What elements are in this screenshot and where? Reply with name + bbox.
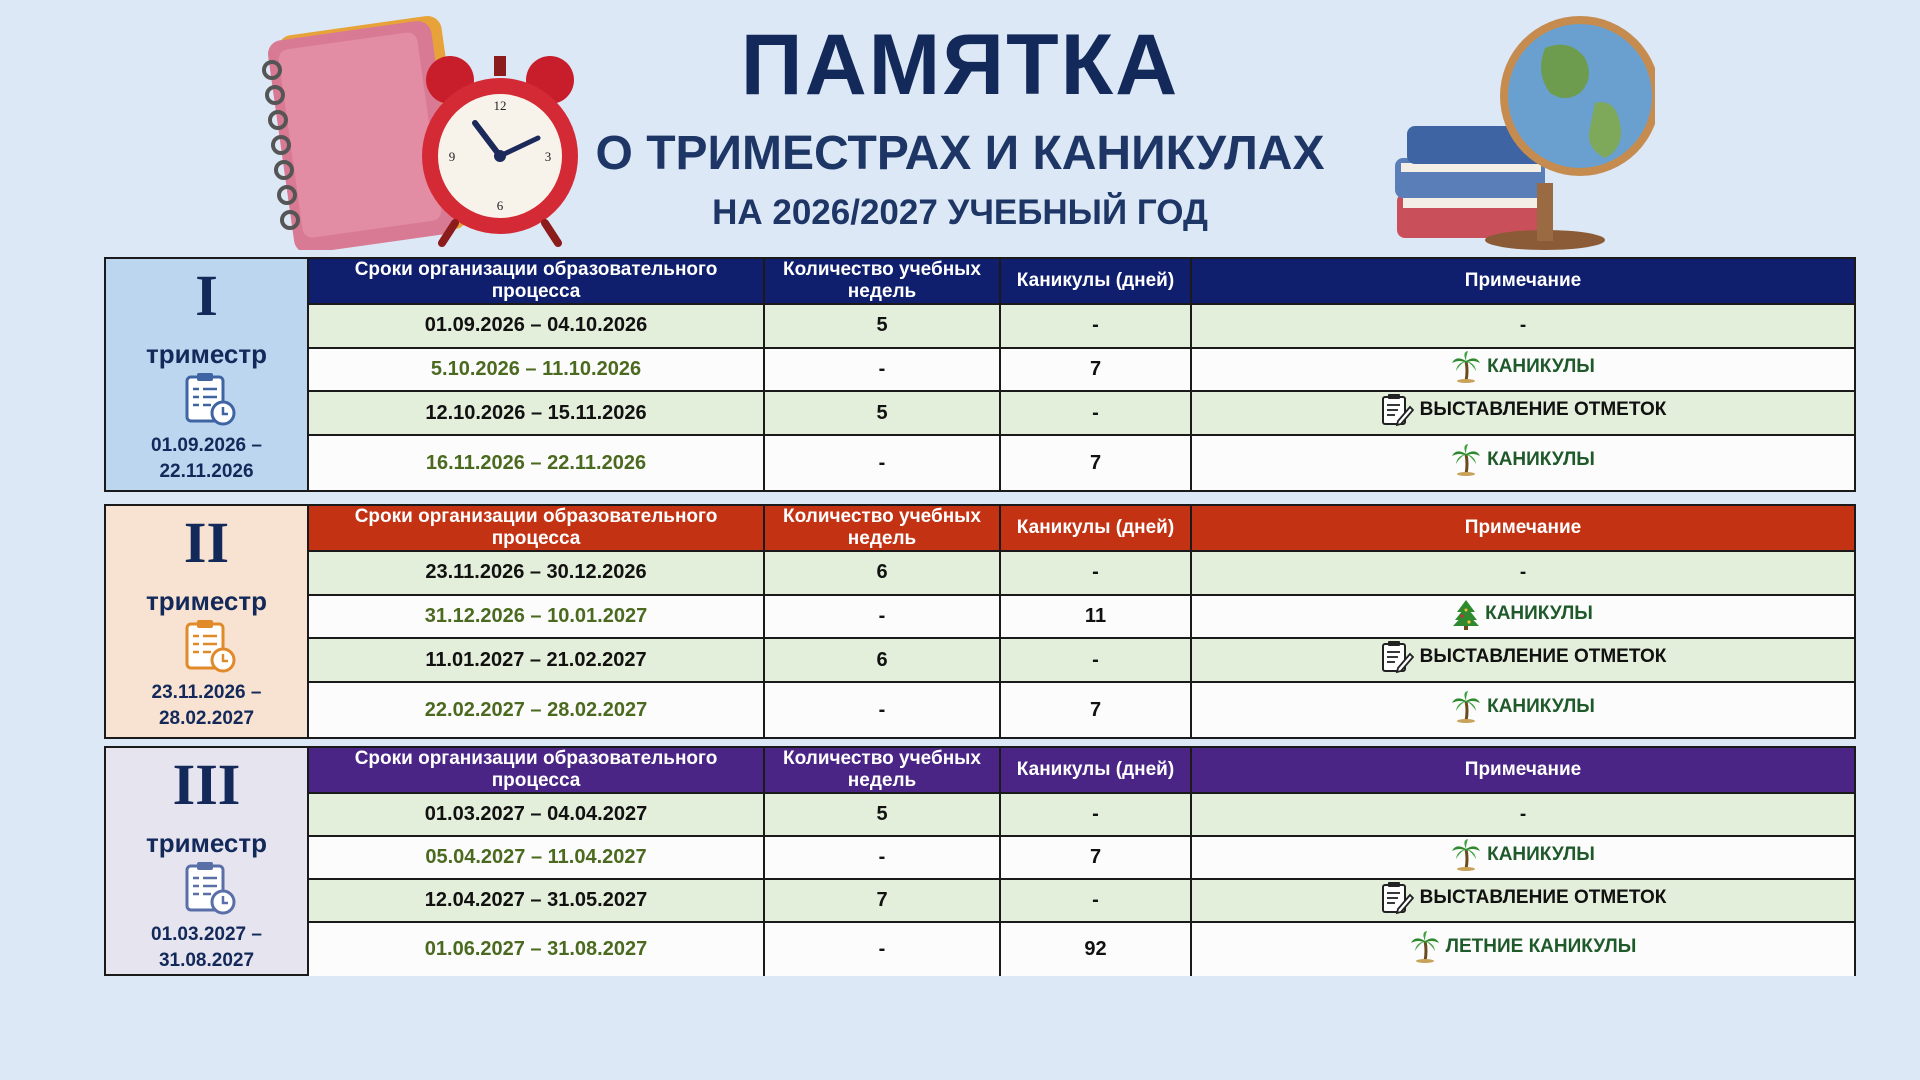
header	[0, 0, 1920, 250]
cell-note	[1191, 348, 1854, 392]
note-text: -	[1519, 562, 1527, 584]
note-text: ВЫСТАВЛЕНИЕ ОТМЕТОК	[1419, 886, 1667, 908]
palm-icon	[1451, 691, 1481, 723]
clipboard-clock-icon	[181, 618, 237, 674]
cell-range: 31.12.2026 – 10.01.2027	[309, 595, 764, 639]
cell-range: 05.04.2027 – 11.04.2027	[309, 836, 764, 879]
schedule-table	[309, 748, 1854, 976]
col-header-range: Сроки организации образовательного процесса	[309, 506, 764, 551]
cell-range: 16.11.2026 – 22.11.2026	[309, 435, 764, 490]
cell-note	[1191, 879, 1854, 922]
trimester-number: III	[172, 752, 241, 817]
table-row	[309, 348, 1854, 392]
cell-days: -	[1000, 879, 1191, 922]
trimester-label: триместр	[145, 586, 268, 616]
note-text: КАНИКУЛЫ	[1487, 843, 1595, 865]
note-text: КАНИКУЛЫ	[1487, 355, 1595, 377]
note-content	[1380, 640, 1667, 674]
col-header-weeks: Количество учебных недель	[764, 259, 1000, 304]
cell-note	[1191, 551, 1854, 595]
svg-text:6: 6	[496, 198, 504, 213]
note-content	[1451, 444, 1595, 476]
col-header-holidays: Каникулы (дней)	[1000, 259, 1191, 304]
cell-weeks: -	[764, 682, 1000, 737]
notepad-icon	[1380, 881, 1414, 915]
cell-note	[1191, 304, 1854, 348]
note-content	[1451, 351, 1595, 383]
period-start: 23.11.2026 –	[151, 682, 262, 703]
note-text: ЛЕТНИЕ КАНИКУЛЫ	[1445, 935, 1637, 957]
table-row	[309, 391, 1854, 435]
col-header-range: Сроки организации образовательного процесса	[309, 748, 764, 793]
cell-range: 01.09.2026 – 04.10.2026	[309, 304, 764, 348]
palm-icon	[1451, 444, 1481, 476]
note-content	[1453, 598, 1593, 630]
cell-days: 7	[1000, 836, 1191, 879]
period-end: 22.11.2026	[159, 461, 254, 482]
cell-range: 01.06.2027 – 31.08.2027	[309, 922, 764, 976]
cell-range: 01.03.2027 – 04.04.2027	[309, 793, 764, 836]
cell-note	[1191, 793, 1854, 836]
note-text: ВЫСТАВЛЕНИЕ ОТМЕТОК	[1419, 646, 1667, 668]
cell-range: 12.10.2026 – 15.11.2026	[309, 391, 764, 435]
cell-note	[1191, 595, 1854, 639]
table-row	[309, 304, 1854, 348]
note-text: ВЫСТАВЛЕНИЕ ОТМЕТОК	[1419, 399, 1667, 421]
academic-year: НА 2026/2027 УЧЕБНЫЙ ГОД	[712, 193, 1208, 232]
trimester-period	[106, 922, 307, 974]
trimester-block-1	[104, 257, 1856, 492]
trimester-number: I	[195, 263, 218, 328]
cell-weeks: 6	[764, 638, 1000, 682]
note-text: -	[1519, 315, 1527, 337]
svg-text:12: 12	[493, 98, 507, 113]
note-content	[1451, 691, 1595, 723]
cell-days: -	[1000, 391, 1191, 435]
cell-weeks: 5	[764, 304, 1000, 348]
col-header-note: Примечание	[1191, 259, 1854, 304]
table-row	[309, 793, 1854, 836]
period-start: 01.03.2027 –	[151, 924, 262, 945]
table-row	[309, 595, 1854, 639]
notepad-icon	[1380, 640, 1414, 674]
cell-note	[1191, 836, 1854, 879]
cell-weeks: 6	[764, 551, 1000, 595]
cell-days: -	[1000, 793, 1191, 836]
cell-range: 12.04.2027 – 31.05.2027	[309, 879, 764, 922]
col-header-holidays: Каникулы (дней)	[1000, 506, 1191, 551]
clipboard-clock-icon	[181, 860, 237, 916]
trimester-period	[106, 433, 307, 485]
cell-days: -	[1000, 551, 1191, 595]
trimester-block-3	[104, 746, 1856, 976]
trimester-side-panel	[106, 506, 309, 737]
cell-weeks: 5	[764, 391, 1000, 435]
schedule-table	[309, 506, 1854, 737]
cell-range: 22.02.2027 – 28.02.2027	[309, 682, 764, 737]
christmas-tree-icon	[1453, 598, 1479, 630]
table-row	[309, 435, 1854, 490]
table-header-row	[309, 506, 1854, 551]
note-text: КАНИКУЛЫ	[1487, 449, 1595, 471]
palm-icon	[1451, 351, 1481, 383]
cell-weeks: -	[764, 836, 1000, 879]
table-header-row	[309, 748, 1854, 793]
palm-icon	[1410, 931, 1440, 963]
col-header-weeks: Количество учебных недель	[764, 506, 1000, 551]
trimester-label: триместр	[145, 339, 268, 369]
table-row	[309, 922, 1854, 976]
table-row	[309, 682, 1854, 737]
note-content	[1451, 839, 1595, 871]
svg-text:3: 3	[544, 149, 552, 164]
note-content	[1410, 931, 1637, 963]
note-content	[1520, 804, 1526, 826]
cell-weeks: -	[764, 348, 1000, 392]
period-end: 28.02.2027	[158, 708, 255, 729]
cell-days: 7	[1000, 348, 1191, 392]
note-content	[1520, 315, 1526, 337]
cell-weeks: 5	[764, 793, 1000, 836]
col-header-holidays: Каникулы (дней)	[1000, 748, 1191, 793]
svg-text:9: 9	[448, 149, 456, 164]
cell-range: 5.10.2026 – 11.10.2026	[309, 348, 764, 392]
cell-weeks: -	[764, 922, 1000, 976]
period-end: 31.08.2027	[158, 950, 255, 971]
cell-days: -	[1000, 304, 1191, 348]
cell-note	[1191, 435, 1854, 490]
cell-note	[1191, 682, 1854, 737]
cell-days: 92	[1000, 922, 1191, 976]
cell-days: 11	[1000, 595, 1191, 639]
col-header-weeks: Количество учебных недель	[764, 748, 1000, 793]
notepad-icon	[1380, 393, 1414, 427]
note-text: КАНИКУЛЫ	[1485, 602, 1593, 624]
cell-days: 7	[1000, 682, 1191, 737]
table-row	[309, 551, 1854, 595]
page-subtitle: О ТРИМЕСТРАХ И КАНИКУЛАХ	[595, 127, 1325, 180]
note-content	[1380, 393, 1667, 427]
table-row	[309, 879, 1854, 922]
cell-note	[1191, 391, 1854, 435]
cell-days: -	[1000, 638, 1191, 682]
cell-range: 11.01.2027 – 21.02.2027	[309, 638, 764, 682]
note-content	[1520, 562, 1526, 584]
trimester-label: триместр	[145, 828, 268, 858]
cell-note	[1191, 922, 1854, 976]
note-text: КАНИКУЛЫ	[1487, 696, 1595, 718]
trimester-side-panel	[106, 748, 309, 974]
col-header-range: Сроки организации образовательного процесса	[309, 259, 764, 304]
schedule-table	[309, 259, 1854, 490]
page-title: ПАМЯТКА	[740, 17, 1180, 113]
cell-weeks: 7	[764, 879, 1000, 922]
note-text: -	[1519, 804, 1527, 825]
trimester-number: II	[183, 510, 230, 575]
table-row	[309, 638, 1854, 682]
trimester-side-panel	[106, 259, 309, 490]
col-header-note: Примечание	[1191, 506, 1854, 551]
cell-note	[1191, 638, 1854, 682]
palm-icon	[1451, 839, 1481, 871]
note-content	[1380, 881, 1667, 915]
clipboard-clock-icon	[181, 371, 237, 427]
table-header-row	[309, 259, 1854, 304]
cell-weeks: -	[764, 595, 1000, 639]
table-row	[309, 836, 1854, 879]
trimester-block-2	[104, 504, 1856, 739]
cell-range: 23.11.2026 – 30.12.2026	[309, 551, 764, 595]
col-header-note: Примечание	[1191, 748, 1854, 793]
period-start: 01.09.2026 –	[151, 435, 262, 456]
trimester-period	[106, 680, 307, 732]
cell-weeks: -	[764, 435, 1000, 490]
cell-days: 7	[1000, 435, 1191, 490]
